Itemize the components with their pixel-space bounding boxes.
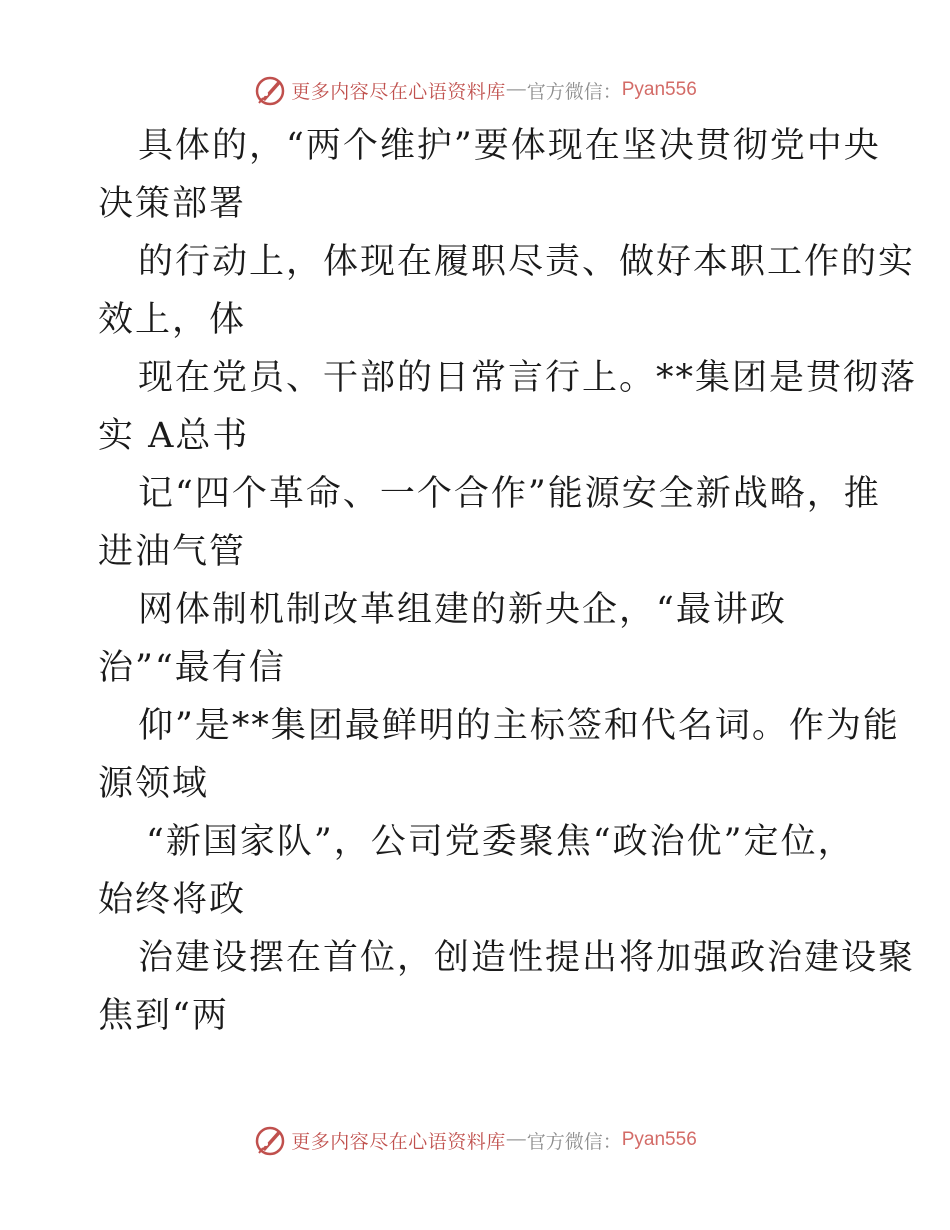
text-line: 的行动上，体现在履职尽责、做好本职工作的实 bbox=[138, 242, 916, 282]
separator-dash: — bbox=[506, 79, 526, 100]
text-line: 记“四个革命、一个合作”能源安全新战略，推 bbox=[138, 474, 881, 514]
text-line: 进油气管 bbox=[98, 532, 247, 572]
text-line: 焦到“两 bbox=[98, 996, 229, 1036]
text-line: 具体的，“两个维护”要体现在坚决贯彻党中央 bbox=[138, 126, 881, 166]
text-line: 现在党员、干部的日常言行上。**集团是贯彻落 bbox=[138, 358, 918, 398]
brand-text: 更多内容尽在心语资料库 bbox=[291, 1130, 506, 1153]
text-line: 效上，体 bbox=[98, 300, 247, 340]
wechat-id: Pyan556 bbox=[621, 79, 697, 100]
text-line: 源领域 bbox=[98, 764, 210, 804]
wechat-id: Pyan556 bbox=[621, 1129, 697, 1150]
footer-watermark bbox=[0, 1120, 950, 1160]
quill-pen-logo-icon bbox=[253, 1123, 287, 1157]
text-line: “新国家队”，公司党委聚焦“政治优”定位， bbox=[146, 822, 855, 862]
text-line: 网体制机制改革组建的新央企，“最讲政 bbox=[138, 590, 787, 630]
text-line: 治建设摆在首位，创造性提出将加强政治建设聚 bbox=[138, 938, 916, 978]
header-watermark bbox=[0, 70, 950, 110]
text-line: 仰”是**集团最鲜明的主标签和代名词。作为能 bbox=[138, 706, 900, 746]
document-body bbox=[98, 117, 918, 1045]
wechat-label: 官方微信： bbox=[526, 80, 622, 103]
brand-text: 更多内容尽在心语资料库 bbox=[291, 80, 506, 103]
text-line: 治”“最有信 bbox=[98, 648, 286, 688]
separator-dash: — bbox=[506, 1129, 526, 1150]
quill-pen-logo-icon bbox=[253, 73, 287, 107]
wechat-label: 官方微信： bbox=[526, 1130, 622, 1153]
text-line: 实 A总书 bbox=[98, 416, 250, 456]
text-line: 始终将政 bbox=[98, 880, 247, 920]
text-line: 决策部署 bbox=[98, 184, 247, 224]
